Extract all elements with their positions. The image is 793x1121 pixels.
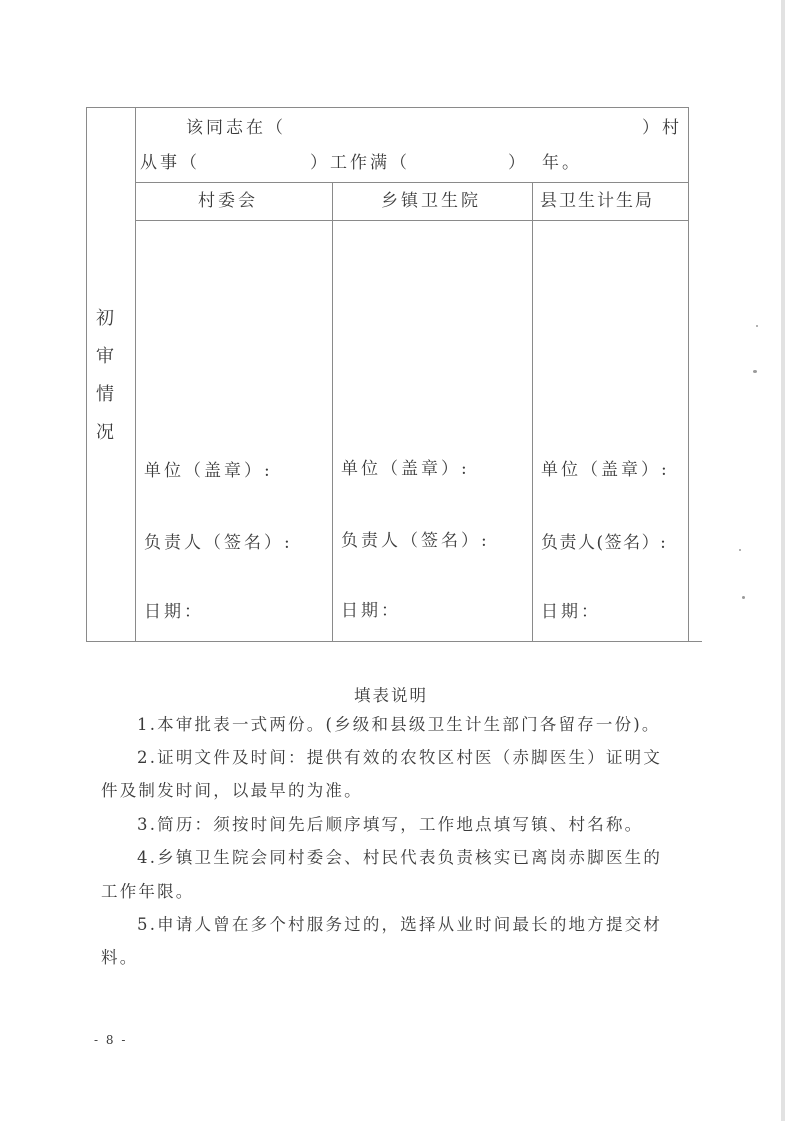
date-label: 日期： (341, 601, 401, 621)
instructions-title: 填表说明 (354, 686, 428, 705)
leader-signature-label: 负责人(签名）: (541, 533, 668, 553)
leader-signature-label: 负责人（签名）: (144, 533, 293, 553)
column-divider-1 (332, 182, 333, 642)
instruction-line: 1.本审批表一式两份。(乡级和县级卫生计生部门各留存一份)。 (137, 715, 661, 734)
leader-signature-label: 负责人（签名）: (341, 531, 490, 551)
section-label-char: 初 (96, 308, 114, 329)
page-number: - 8 - (94, 1033, 128, 1047)
instruction-line: 2.证明文件及时间：提供有效的农牧区村医（赤脚医生）证明文 (137, 748, 663, 767)
table-left-border (86, 107, 87, 642)
instruction-line: 料。 (101, 948, 139, 967)
unit-seal-label: 单位（盖章）: (144, 461, 273, 481)
label-column-divider (135, 107, 136, 642)
statement-work-full: ）工作满（ (310, 153, 410, 173)
scan-speck (756, 325, 758, 327)
statement-prefix: 该同志在（ (186, 118, 286, 138)
scan-speck (742, 596, 745, 599)
table-right-border (688, 107, 689, 642)
scan-speck (739, 549, 741, 551)
section-label-char: 情 (96, 384, 114, 405)
table-top-border (86, 107, 689, 108)
scan-edge (781, 0, 785, 1121)
table-bottom-border (86, 641, 702, 642)
date-label: 日期： (541, 602, 601, 622)
scan-speck (753, 370, 757, 373)
statement-row-divider (135, 182, 689, 183)
header-row-divider (135, 220, 689, 221)
column-header-village-committee: 村委会 (198, 191, 258, 211)
statement-engaged-in: 从事（ (140, 153, 200, 173)
section-label-char: 审 (96, 346, 114, 367)
statement-years: 年。 (542, 153, 582, 173)
instruction-line: 3.简历：须按时间先后顺序填写，工作地点填写镇、村名称。 (137, 815, 644, 834)
instruction-line: 工作年限。 (101, 882, 195, 901)
statement-close-paren: ） (508, 153, 528, 173)
unit-seal-label: 单位（盖章）: (341, 459, 470, 479)
instruction-line: 4.乡镇卫生院会同村委会、村民代表负责核实已离岗赤脚医生的 (137, 848, 663, 867)
statement-village-suffix: ）村 (642, 118, 682, 138)
instruction-line: 件及制发时间，以最早的为准。 (101, 781, 363, 800)
column-header-township-hospital: 乡镇卫生院 (381, 191, 481, 211)
column-header-county-bureau: 县卫生计生局 (540, 191, 654, 211)
column-divider-2 (532, 182, 533, 642)
unit-seal-label: 单位（盖章）: (541, 460, 670, 480)
section-label-char: 况 (96, 422, 114, 443)
instruction-line: 5.申请人曾在多个村服务过的，选择从业时间最长的地方提交材 (137, 915, 663, 934)
date-label: 日期： (144, 602, 204, 622)
